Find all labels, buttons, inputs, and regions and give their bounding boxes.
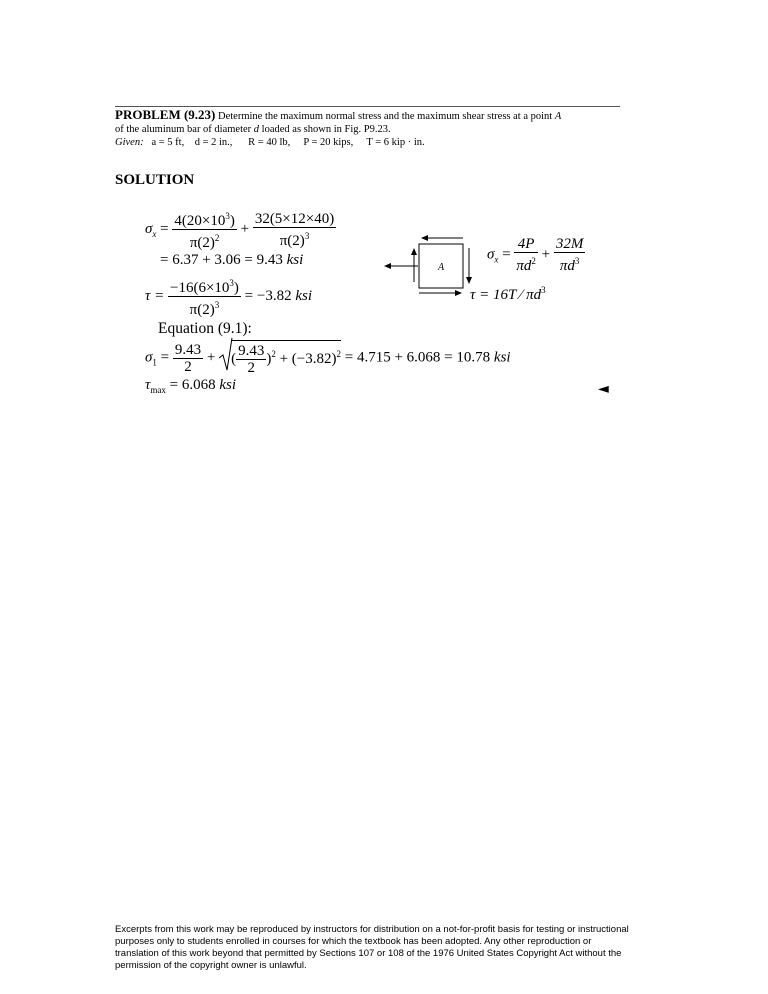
equation-sigma-1: [145, 340, 511, 376]
frac-den-exp: 2: [531, 256, 536, 266]
sigma-1-result: = 4.715 + 6.068 = 10.78: [344, 349, 491, 366]
equation-reference: Equation (9.1):: [158, 320, 252, 337]
given-r: R = 40 lb,: [248, 137, 291, 148]
copyright-footer: Excerpts from this work may be reproduced by instructors for distribution on a not-for-profit basis for testing or instructional purposes only to students enrolled in courses for which the textbook has been adopted. Any other reproduction or translation of this work beyond that permitted by Sections 107 or 108 of the 1976 United States Copyright Act without the permission of the copyright owner is unlawful.: [115, 924, 629, 971]
frac-num-exp: 3: [229, 278, 234, 288]
unit-ksi: ksi: [295, 287, 313, 304]
equation-tau: [145, 275, 312, 318]
eq4-mid: + (−3.82): [279, 350, 337, 367]
frac-den: πd: [559, 258, 575, 274]
arrow-head-top-icon: [421, 235, 428, 241]
frac-num: 9.43: [238, 343, 265, 359]
radical-icon: [219, 336, 233, 372]
frac-num-end: ): [233, 280, 239, 296]
sigma-sub: 1: [152, 357, 157, 368]
paren-close: ): [266, 350, 272, 367]
fraction-axial: [172, 208, 236, 251]
tau-exp: 3: [541, 285, 546, 295]
exp-square: 2: [271, 348, 276, 359]
frac-num: 9.43: [174, 341, 202, 358]
frac-den: π(2): [279, 232, 305, 249]
fraction-half-sigma: [173, 342, 203, 375]
given-label: Given:: [115, 137, 144, 148]
end-marker-icon: ◄: [598, 381, 609, 397]
problem-line2-end: loaded as shown in Fig. P9.23.: [261, 124, 391, 135]
tau-symbol: τ: [145, 377, 151, 393]
square-root: [219, 340, 341, 376]
tau-result: = −3.82: [244, 287, 292, 304]
tau-lhs: τ =: [145, 287, 165, 304]
problem-statement: [115, 108, 655, 149]
arrow-head-down-icon: [466, 277, 472, 284]
unit-ksi: ksi: [286, 252, 304, 268]
equals: =: [160, 349, 170, 366]
sigma-symbol: σ: [145, 220, 153, 237]
frac-den-exp: 3: [574, 256, 580, 266]
frac-num: 4(20×10: [174, 213, 226, 229]
frac-num-exp: 3: [225, 211, 230, 221]
point-a-label: A: [438, 262, 445, 273]
frac-den-exp: 3: [214, 300, 220, 310]
diameter-var: d: [253, 124, 260, 135]
unit-ksi: ksi: [219, 377, 237, 393]
formula-sigma-x: $\sigma_x$ = $\frac{4P}{\pi d^2}$ + $\frac{32M}{\pi d^3}$: [487, 236, 584, 274]
fraction-bending: [253, 211, 336, 249]
arrow-head-left-icon: [384, 263, 391, 269]
problem-label: PROBLEM (9.23): [115, 107, 216, 122]
frac-den: 2: [247, 360, 255, 376]
problem-text: Determine the maximum normal stress and the maximum shear stress at a point: [218, 111, 553, 122]
eq2-text: = 6.37 + 3.06 = 9.43: [160, 252, 283, 268]
equation-sigma-x-result: [160, 252, 303, 269]
equals: =: [502, 246, 511, 263]
frac-den: 2: [184, 358, 192, 375]
sigma-symbol: σ: [145, 349, 153, 366]
given-d: d = 2 in.,: [194, 137, 233, 148]
point-label: A: [554, 111, 562, 122]
formula-tau: [470, 285, 546, 304]
frac-num: 32M: [555, 236, 584, 252]
fraction-32m: [554, 236, 586, 274]
arrow-head-right-icon: [455, 290, 462, 296]
given-a: a = 5 ft,: [151, 137, 185, 148]
plus: +: [206, 349, 216, 366]
plus: +: [240, 220, 250, 237]
frac-num: 4P: [514, 236, 538, 253]
problem-line2: of the aluminum bar of diameter: [115, 124, 252, 135]
frac-num-end: ): [229, 213, 235, 229]
equals: =: [160, 220, 169, 237]
frac-den: π(2): [189, 302, 215, 318]
unit-ksi: ksi: [493, 349, 511, 366]
frac-den: π(2): [189, 235, 215, 251]
fraction-4p: [514, 236, 538, 274]
fraction-inner: [236, 343, 266, 376]
stress-element-diagram: [380, 232, 480, 300]
exp-square: 2: [336, 348, 342, 359]
tau-formula-text: τ = 16T ⁄ πd: [470, 287, 542, 303]
equation-tau-max: [145, 377, 236, 395]
solution-title: SOLUTION: [115, 172, 195, 188]
sigma-symbol: σ: [487, 246, 495, 263]
fraction-torsion: [168, 275, 241, 318]
frac-num: −16(6×10: [170, 280, 230, 296]
sigma-sub: x: [152, 228, 157, 239]
given-p: P = 20 kips,: [303, 137, 354, 148]
arrow-head-up-icon: [411, 248, 417, 255]
tau-sub: max: [150, 385, 166, 395]
equation-sigma-x: [145, 208, 336, 251]
frac-den-exp: 3: [304, 230, 310, 241]
frac-den-exp: 2: [214, 233, 220, 243]
tau-max-result: = 6.068: [169, 377, 216, 393]
sigma-sub: x: [494, 254, 499, 265]
paren-open: (: [231, 350, 237, 367]
frac-den: πd: [516, 258, 532, 274]
given-t: T = 6 kip · in.: [366, 137, 425, 148]
frac-num: 32(5×12×40): [254, 210, 335, 227]
